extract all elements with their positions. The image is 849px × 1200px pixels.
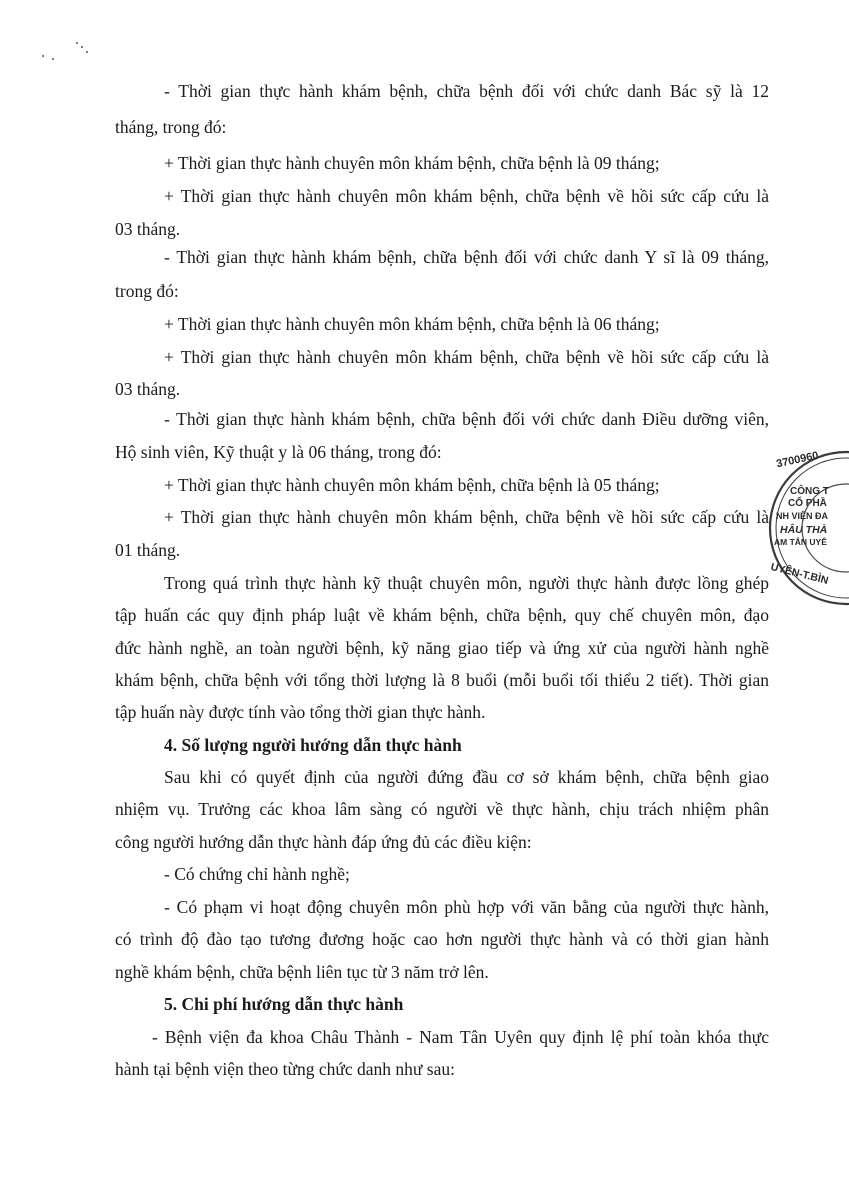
- scan-speck: [42, 55, 44, 57]
- text-line: Hộ sinh viên, Kỹ thuật y là 06 tháng, trong đó:: [115, 442, 442, 462]
- stamp-text-line: NH VIỆN ĐA: [776, 511, 829, 521]
- stamp-text-line: HÂU THÀ: [780, 524, 828, 536]
- text-line: + Thời gian thực hành chuyên môn khám bệnh, chữa bệnh là 06 tháng;: [164, 314, 660, 334]
- scan-speck: [76, 42, 78, 44]
- text-line: - Bệnh viện đa khoa Châu Thành - Nam Tân Uyên quy định lệ phí toàn khóa thực: [152, 1027, 769, 1047]
- text-line: trong đó:: [115, 281, 179, 301]
- scan-speck: [52, 58, 54, 60]
- text-line: hành tại bệnh viện theo từng chức danh như sau:: [115, 1059, 455, 1079]
- text-line: - Có chứng chỉ hành nghề;: [164, 864, 350, 884]
- text-line: + Thời gian thực hành chuyên môn khám bệnh, chữa bệnh về hồi sức cấp cứu là: [164, 347, 769, 367]
- text-line: Sau khi có quyết định của người đứng đầu cơ sở khám bệnh, chữa bệnh giao: [164, 767, 769, 787]
- text-line: - Thời gian thực hành khám bệnh, chữa bệnh đối với chức danh Y sĩ là 09 tháng,: [164, 247, 769, 267]
- text-line: công người hướng dẫn thực hành đáp ứng đủ các điều kiện:: [115, 832, 532, 852]
- stamp-text-line: UYÊN-T.BÌN: [769, 561, 830, 587]
- text-line: Trong quá trình thực hành kỹ thuật chuyên môn, người thực hành được lồng ghép: [164, 573, 769, 593]
- text-line: - Thời gian thực hành khám bệnh, chữa bệnh đối với chức danh Bác sỹ là 12: [164, 81, 769, 101]
- text-line: - Thời gian thực hành khám bệnh, chữa bệnh đối với chức danh Điều dưỡng viên,: [164, 409, 769, 429]
- text-line: 03 tháng.: [115, 219, 181, 239]
- text-line: + Thời gian thực hành chuyên môn khám bệnh, chữa bệnh là 05 tháng;: [164, 475, 660, 495]
- text-line: khám bệnh, chữa bệnh với tổng thời lượng là 8 buổi (mỗi buổi tối thiểu 2 tiết). Thời gian: [115, 670, 769, 690]
- text-line: + Thời gian thực hành chuyên môn khám bệnh, chữa bệnh về hồi sức cấp cứu là: [164, 507, 769, 527]
- stamp-number: 3700960: [775, 449, 820, 471]
- section-heading: 5. Chi phí hướng dẫn thực hành: [164, 994, 404, 1014]
- text-line: nhiệm vụ. Trưởng các khoa lâm sàng có người về thực hành, chịu trách nhiệm phân: [115, 799, 769, 819]
- scan-speck: [81, 46, 83, 48]
- text-line: đức hành nghề, an toàn người bệnh, kỹ năng giao tiếp và ứng xử của người hành nghề: [115, 638, 769, 658]
- text-line: tập huấn này được tính vào tổng thời gian thực hành.: [115, 702, 486, 722]
- section-heading: 4. Số lượng người hướng dẫn thực hành: [164, 735, 462, 755]
- text-line: tập huấn các quy định pháp luật về khám bệnh, chữa bệnh, quy chế chuyên môn, đạo: [115, 605, 769, 625]
- text-line: tháng, trong đó:: [115, 117, 227, 137]
- text-line: 01 tháng.: [115, 540, 181, 560]
- text-line: 03 tháng.: [115, 379, 181, 399]
- stamp-text-line: AM TÂN UYÊ: [774, 537, 827, 547]
- scan-speck: [86, 51, 88, 53]
- stamp-text-line: CỔ PHẦ: [788, 498, 827, 509]
- text-line: - Có phạm vi hoạt động chuyên môn phù hợp với văn bằng của người thực hành,: [164, 897, 769, 917]
- text-line: + Thời gian thực hành chuyên môn khám bệnh, chữa bệnh là 09 tháng;: [164, 153, 660, 173]
- company-stamp: [758, 440, 849, 610]
- text-line: nghề khám bệnh, chữa bệnh liên tục từ 3 năm trở lên.: [115, 962, 489, 982]
- stamp-text-line: CÔNG T: [790, 486, 829, 497]
- text-line: + Thời gian thực hành chuyên môn khám bệnh, chữa bệnh về hồi sức cấp cứu là: [164, 186, 769, 206]
- text-line: có trình độ đào tạo tương đương hoặc cao hơn người thực hành và có thời gian hành: [115, 929, 769, 949]
